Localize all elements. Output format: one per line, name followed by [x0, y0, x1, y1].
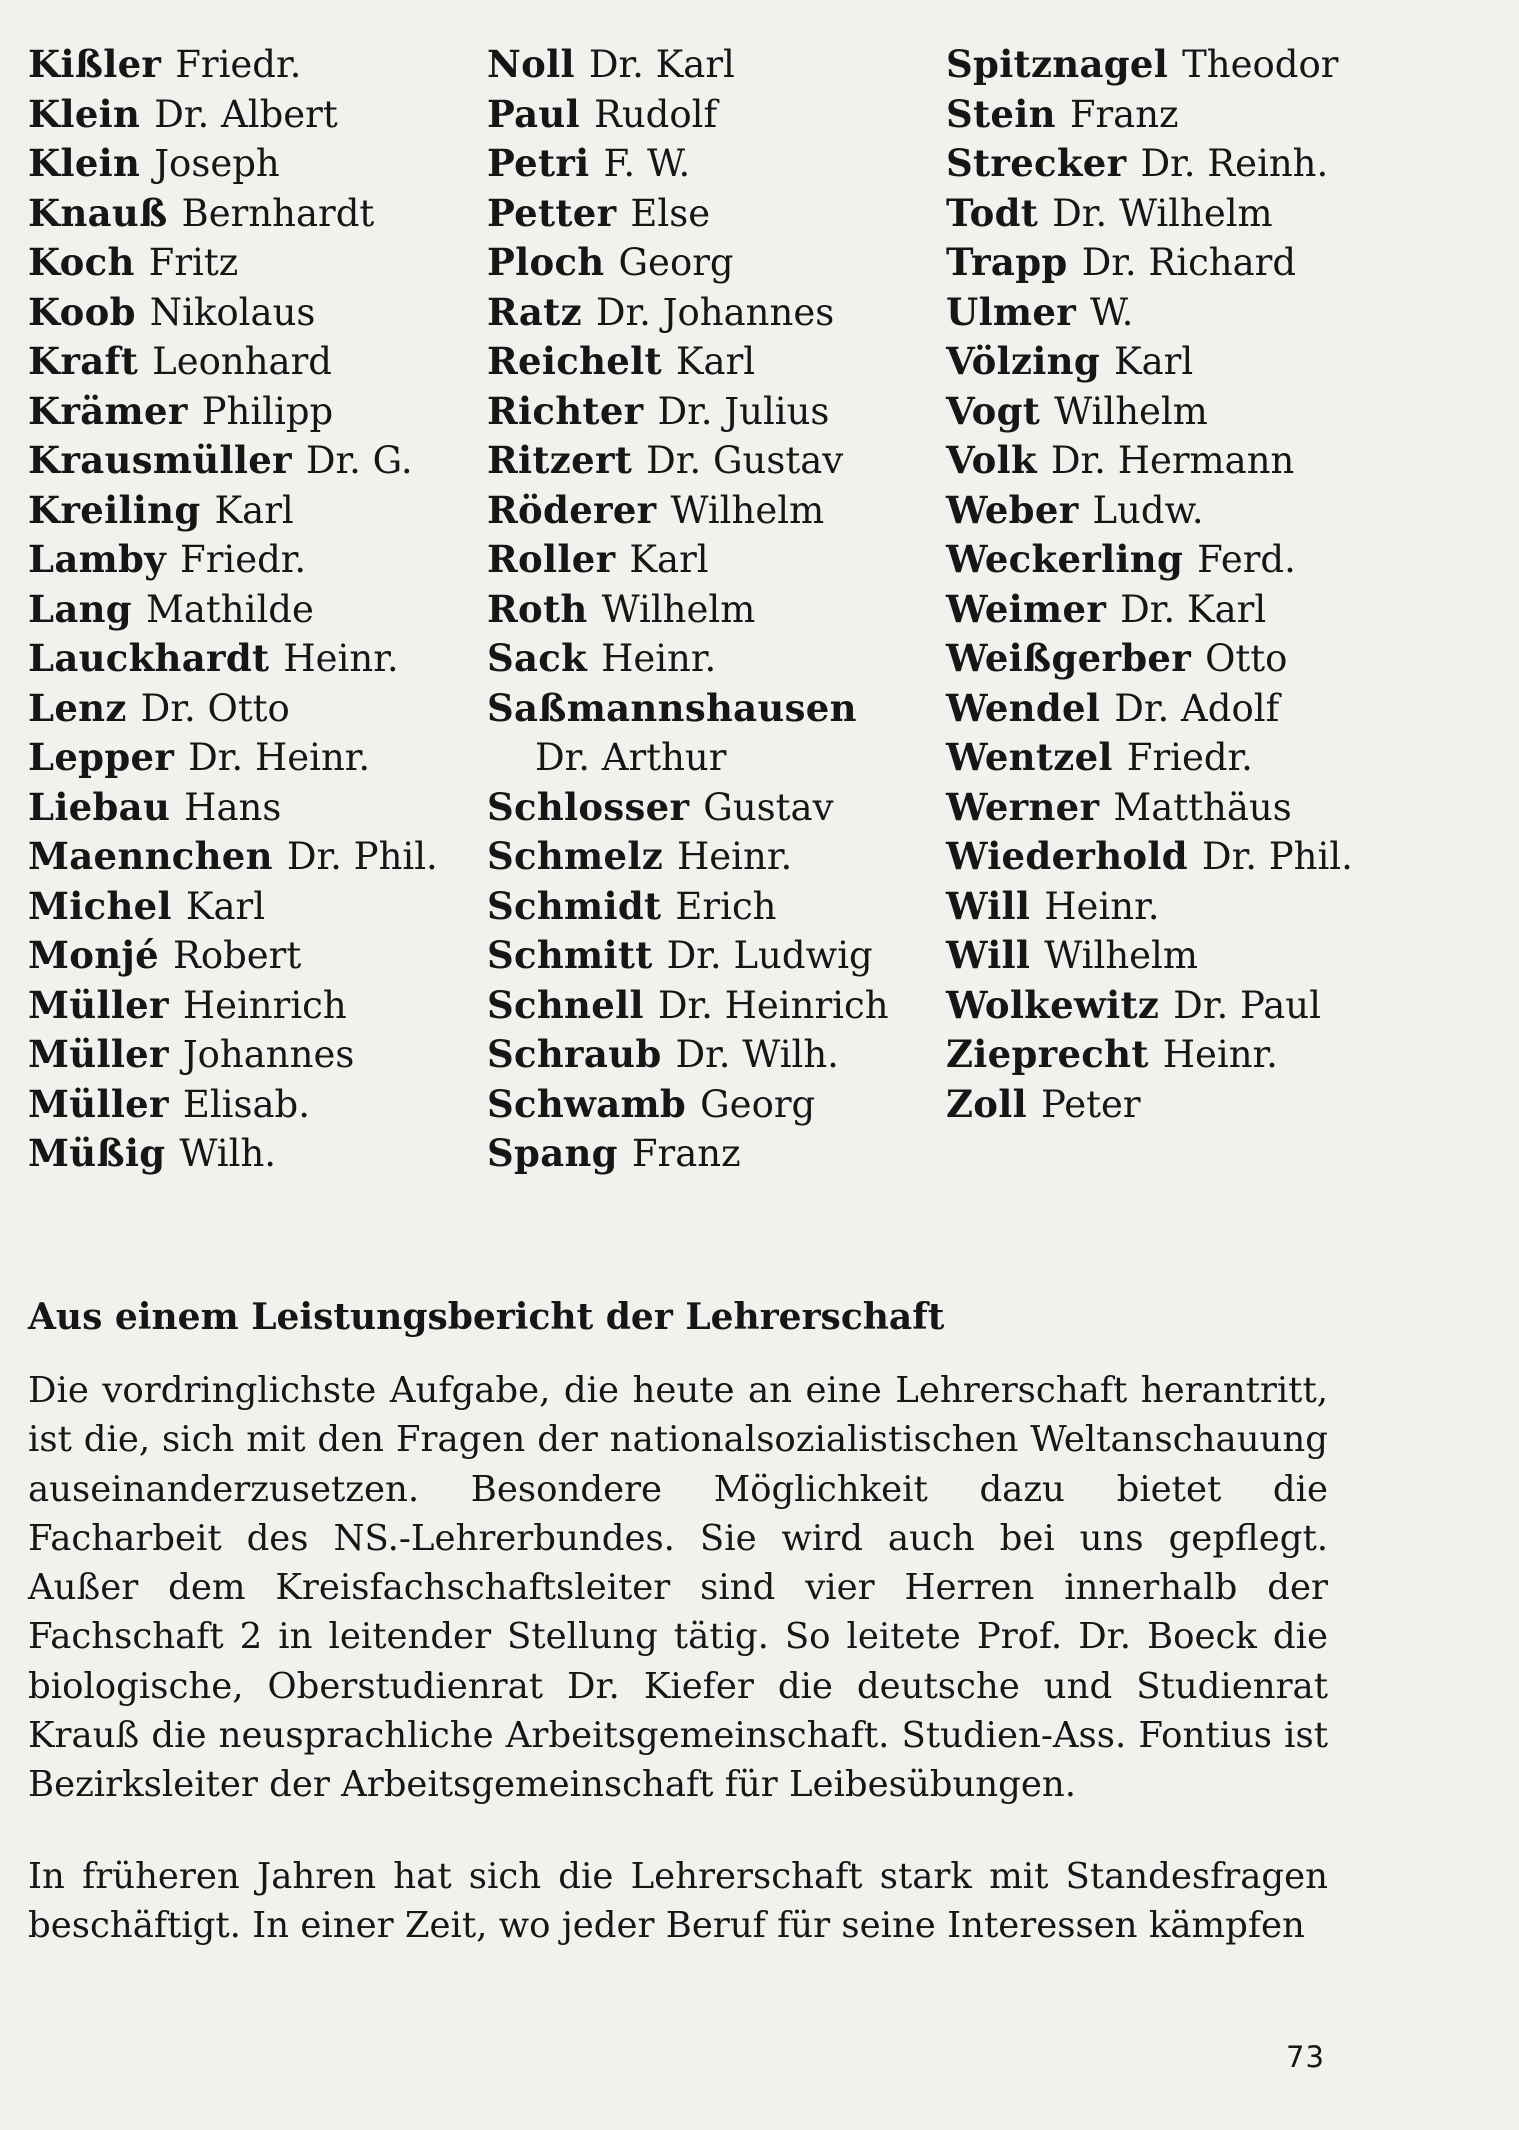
given-name: Dr. Paul [1173, 983, 1321, 1027]
list-item [487, 783, 937, 833]
surname: Weckerling [946, 537, 1184, 581]
given-name: Karl [629, 538, 709, 581]
list-item [28, 238, 478, 288]
surname: Petri [487, 141, 590, 185]
surname: Koob [28, 289, 136, 334]
surname: Saßmannshausen [487, 685, 857, 730]
surname: Noll [487, 42, 575, 86]
surname: Lepper [28, 735, 175, 779]
given-name: Dr. Wilh. [675, 1033, 839, 1076]
surname: Müßig [28, 1131, 166, 1175]
list-item [946, 733, 1466, 783]
given-name: Elisab. [182, 1082, 310, 1126]
surname: Schmidt [487, 883, 662, 928]
given-name: Friedr. [1126, 736, 1253, 779]
surname: Liebau [28, 784, 171, 829]
given-name: Wilhelm [1054, 389, 1208, 433]
surname: Röderer [487, 487, 657, 532]
given-name: Dr. Karl [1120, 587, 1267, 631]
list-item [487, 634, 937, 684]
list-item [487, 882, 937, 932]
list-item [946, 981, 1466, 1031]
list-item [28, 634, 478, 684]
given-name: Mathilde [145, 587, 314, 631]
given-name: Bernhardt [181, 191, 375, 235]
surname: Kreiling [28, 487, 201, 532]
list-item [28, 684, 478, 734]
given-name: Friedr. [175, 43, 302, 86]
surname: Reichelt [487, 339, 662, 383]
given-name: Heinr. [601, 637, 717, 680]
given-name: Nikolaus [149, 290, 316, 334]
given-name: Friedr. [180, 538, 307, 581]
surname: Koch [28, 240, 135, 284]
list-item [487, 436, 937, 486]
list-item [946, 634, 1466, 684]
report-section [28, 1287, 1328, 1950]
given-name: Karl [1113, 340, 1194, 383]
given-name: Georg [618, 241, 734, 284]
surname: Maennchen [28, 834, 273, 878]
given-name: Heinr. [1162, 1033, 1278, 1076]
given-name: Theodor [1182, 43, 1339, 86]
given-name: Dr. Hermann [1050, 439, 1295, 482]
given-name: Johannes [182, 1033, 355, 1076]
list-item [946, 436, 1466, 486]
given-name: Heinr. [283, 637, 399, 680]
surname: Michel [28, 883, 172, 928]
surname: Ritzert [487, 438, 633, 482]
list-item [487, 387, 937, 437]
given-name: Karl [185, 884, 266, 928]
paragraph: In früheren Jahren hat sich die Lehrerschaft stark mit Standesfragen beschäftigt. In einer Zeit, wo jeder Beruf für seine Interessen kämpfen [28, 1855, 1328, 1946]
surname: Trapp [946, 240, 1068, 284]
given-name: Dr. Arthur [535, 736, 727, 779]
list-item [28, 733, 478, 783]
list-item [946, 40, 1466, 90]
given-name: Otto [1205, 637, 1288, 680]
given-name: Matthäus [1113, 785, 1292, 829]
list-item [28, 1030, 478, 1080]
list-item [487, 832, 937, 882]
surname: Petter [487, 190, 617, 235]
list-item [487, 40, 937, 90]
given-name: Heinr. [1044, 884, 1160, 928]
list-item [946, 486, 1466, 536]
list-item [487, 1030, 937, 1080]
given-name: Robert [172, 934, 302, 977]
list-item [28, 981, 478, 1031]
list-item [28, 436, 478, 486]
surname: Zieprecht [946, 1032, 1149, 1076]
list-item [487, 486, 937, 536]
surname: Schmitt [487, 933, 653, 977]
given-name: Franz [631, 1132, 741, 1175]
surname: Todt [946, 190, 1039, 235]
list-item [28, 931, 478, 981]
given-name: Dr. Gustav [646, 439, 844, 482]
given-name: Karl [214, 488, 294, 532]
list-item [28, 337, 478, 387]
list-item [28, 40, 478, 90]
surname: Ploch [487, 240, 605, 284]
list-item [487, 288, 937, 338]
list-item [28, 288, 478, 338]
given-name: Dr. Ludwig [666, 934, 873, 977]
given-name: Dr. Johannes [595, 290, 835, 334]
list-item [487, 535, 937, 585]
surname: Zoll [946, 1081, 1027, 1126]
given-name: Dr. Julius [657, 389, 830, 433]
list-item [28, 832, 478, 882]
list-item [946, 238, 1466, 288]
surname: Müller [28, 1032, 169, 1076]
given-name: Dr. Heinr. [188, 736, 371, 779]
given-name: Georg [700, 1082, 816, 1126]
surname: Weimer [946, 586, 1107, 631]
surname: Weber [946, 487, 1079, 532]
list-item [946, 585, 1466, 635]
surname: Richter [487, 388, 644, 433]
given-name: Dr. Wilhelm [1052, 191, 1273, 235]
list-item [28, 189, 478, 239]
given-name: Wilhelm [670, 488, 825, 532]
list-item [946, 337, 1466, 387]
list-item [487, 90, 937, 140]
given-name: Heinrich [182, 983, 347, 1027]
given-name: Ferd. [1197, 538, 1296, 581]
list-item [487, 1080, 937, 1130]
name-column-2 [487, 40, 937, 1179]
given-name: Dr. G. [305, 439, 413, 482]
given-name: Dr. Adolf [1114, 686, 1280, 730]
surname: Weißgerber [946, 636, 1192, 680]
surname: Roller [487, 537, 616, 581]
list-item [28, 387, 478, 437]
surname: Werner [946, 784, 1100, 829]
list-item [946, 189, 1466, 239]
list-item [487, 931, 937, 981]
surname: Lauckhardt [28, 636, 270, 680]
surname: Wolkewitz [946, 982, 1160, 1027]
surname: Schlosser [487, 784, 690, 829]
given-name: Dr. Karl [588, 43, 735, 86]
surname: Wiederhold [946, 834, 1188, 878]
surname: Krausmüller [28, 438, 292, 482]
surname: Müller [28, 1081, 169, 1126]
surname: Kraft [28, 339, 139, 383]
section-heading: Aus einem Leistungsbericht der Lehrerschaft [28, 1296, 945, 1338]
surname: Lamby [28, 537, 167, 581]
given-name: Wilh. [179, 1132, 277, 1175]
surname: Knauß [28, 190, 168, 235]
surname: Vogt [946, 388, 1041, 433]
list-item [946, 139, 1466, 189]
given-name: Dr. Phil. [286, 835, 438, 878]
list-item [487, 139, 937, 189]
surname: Ulmer [946, 289, 1077, 334]
given-name: Hans [184, 785, 282, 829]
surname: Spitznagel [946, 42, 1169, 86]
surname: Kißler [28, 42, 162, 86]
list-item [946, 288, 1466, 338]
surname: Lenz [28, 685, 127, 730]
surname: Krämer [28, 388, 188, 433]
list-item [946, 535, 1466, 585]
surname: Will [946, 883, 1031, 928]
given-name: Joseph [154, 142, 280, 185]
surname: Will [946, 933, 1031, 977]
list-item [487, 585, 937, 635]
list-item [28, 90, 478, 140]
surname: Klein [28, 91, 141, 136]
list-item [28, 486, 478, 536]
given-name: Rudolf [593, 92, 718, 136]
surname: Schmelz [487, 834, 664, 878]
list-item [946, 931, 1466, 981]
list-item [946, 387, 1466, 437]
surname: Paul [487, 91, 580, 136]
list-item [28, 1129, 478, 1179]
list-item [28, 585, 478, 635]
list-item [946, 1030, 1466, 1080]
given-name: Dr. Reinh. [1140, 142, 1329, 185]
list-item [946, 90, 1466, 140]
surname: Spang [487, 1131, 618, 1175]
given-name: F. W. [603, 142, 691, 185]
surname: Müller [28, 982, 169, 1027]
given-name: Karl [675, 340, 756, 383]
surname: Lang [28, 586, 132, 631]
given-name: Dr. Otto [140, 686, 290, 730]
list-item [487, 981, 937, 1031]
list-item [28, 783, 478, 833]
surname: Ratz [487, 289, 582, 334]
surname: Wentzel [946, 735, 1113, 779]
name-column-3 [946, 40, 1466, 1129]
surname: Schraub [487, 1032, 662, 1076]
given-name: Ludw. [1092, 488, 1204, 532]
surname: Schwamb [487, 1081, 687, 1126]
given-name: Fritz [148, 241, 239, 284]
given-name: Philipp [201, 389, 334, 433]
surname: Monjé [28, 933, 159, 977]
given-name: Wilhelm [601, 587, 756, 631]
given-name: Erich [675, 884, 777, 928]
surname: Roth [487, 586, 588, 631]
given-name: Leonhard [152, 340, 332, 383]
name-column-1 [28, 40, 478, 1179]
given-name: Dr. Heinrich [657, 983, 889, 1027]
page-number: 73 [1286, 2040, 1325, 2074]
surname: Schnell [487, 982, 644, 1027]
given-name: W. [1090, 290, 1134, 334]
list-item [28, 882, 478, 932]
list-item [28, 139, 478, 189]
list-item [487, 238, 937, 288]
list-item [946, 684, 1466, 734]
given-name: Heinr. [677, 835, 793, 878]
given-name: Gustav [703, 785, 834, 829]
list-item [487, 337, 937, 387]
list-item [28, 1080, 478, 1130]
list-item [946, 783, 1466, 833]
given-name: Franz [1069, 92, 1179, 136]
surname: Völzing [946, 339, 1100, 383]
surname: Stein [946, 91, 1056, 136]
list-item [946, 882, 1466, 932]
given-name: Dr. Albert [154, 92, 338, 136]
surname: Klein [28, 141, 141, 185]
list-item [487, 684, 937, 734]
surname: Volk [946, 438, 1037, 482]
paragraph: Die vordringlichste Aufgabe, die heute an eine Lehrerschaft herantritt, ist die, sich mit den Fragen der nationalsozialistischen Weltanschauung auseinanderzusetzen. Besondere Möglichkeit dazu bietet die Facharbeit des NS.-Lehrerbundes. Sie wird auch bei uns gepflegt. Außer dem Kreisfachschaftsleiter sind vier Herren innerhalb der Fachschaft 2 in leitender Stellung tätig. So leitete Prof. Dr. Boeck die biologische, Oberstudienrat Dr. Kiefer die deutsche und Studienrat Krauß die neusprachliche Arbeitsgemeinschaft. Studien-Ass. Fontius ist Bezirksleiter der Arbeitsgemeinschaft für Leibesübungen. [28, 1370, 1328, 1806]
surname: Strecker [946, 141, 1127, 185]
given-name: Peter [1041, 1082, 1141, 1126]
list-item [28, 535, 478, 585]
given-name: Dr. Richard [1081, 241, 1297, 284]
given-name: Dr. Phil. [1201, 835, 1353, 878]
surname: Sack [487, 636, 588, 680]
list-item [487, 733, 937, 783]
list-item [946, 832, 1466, 882]
given-name: Wilhelm [1044, 934, 1198, 977]
list-item [487, 189, 937, 239]
list-item [946, 1080, 1466, 1130]
surname: Wendel [946, 685, 1101, 730]
list-item [487, 1129, 937, 1179]
given-name: Else [630, 191, 711, 235]
